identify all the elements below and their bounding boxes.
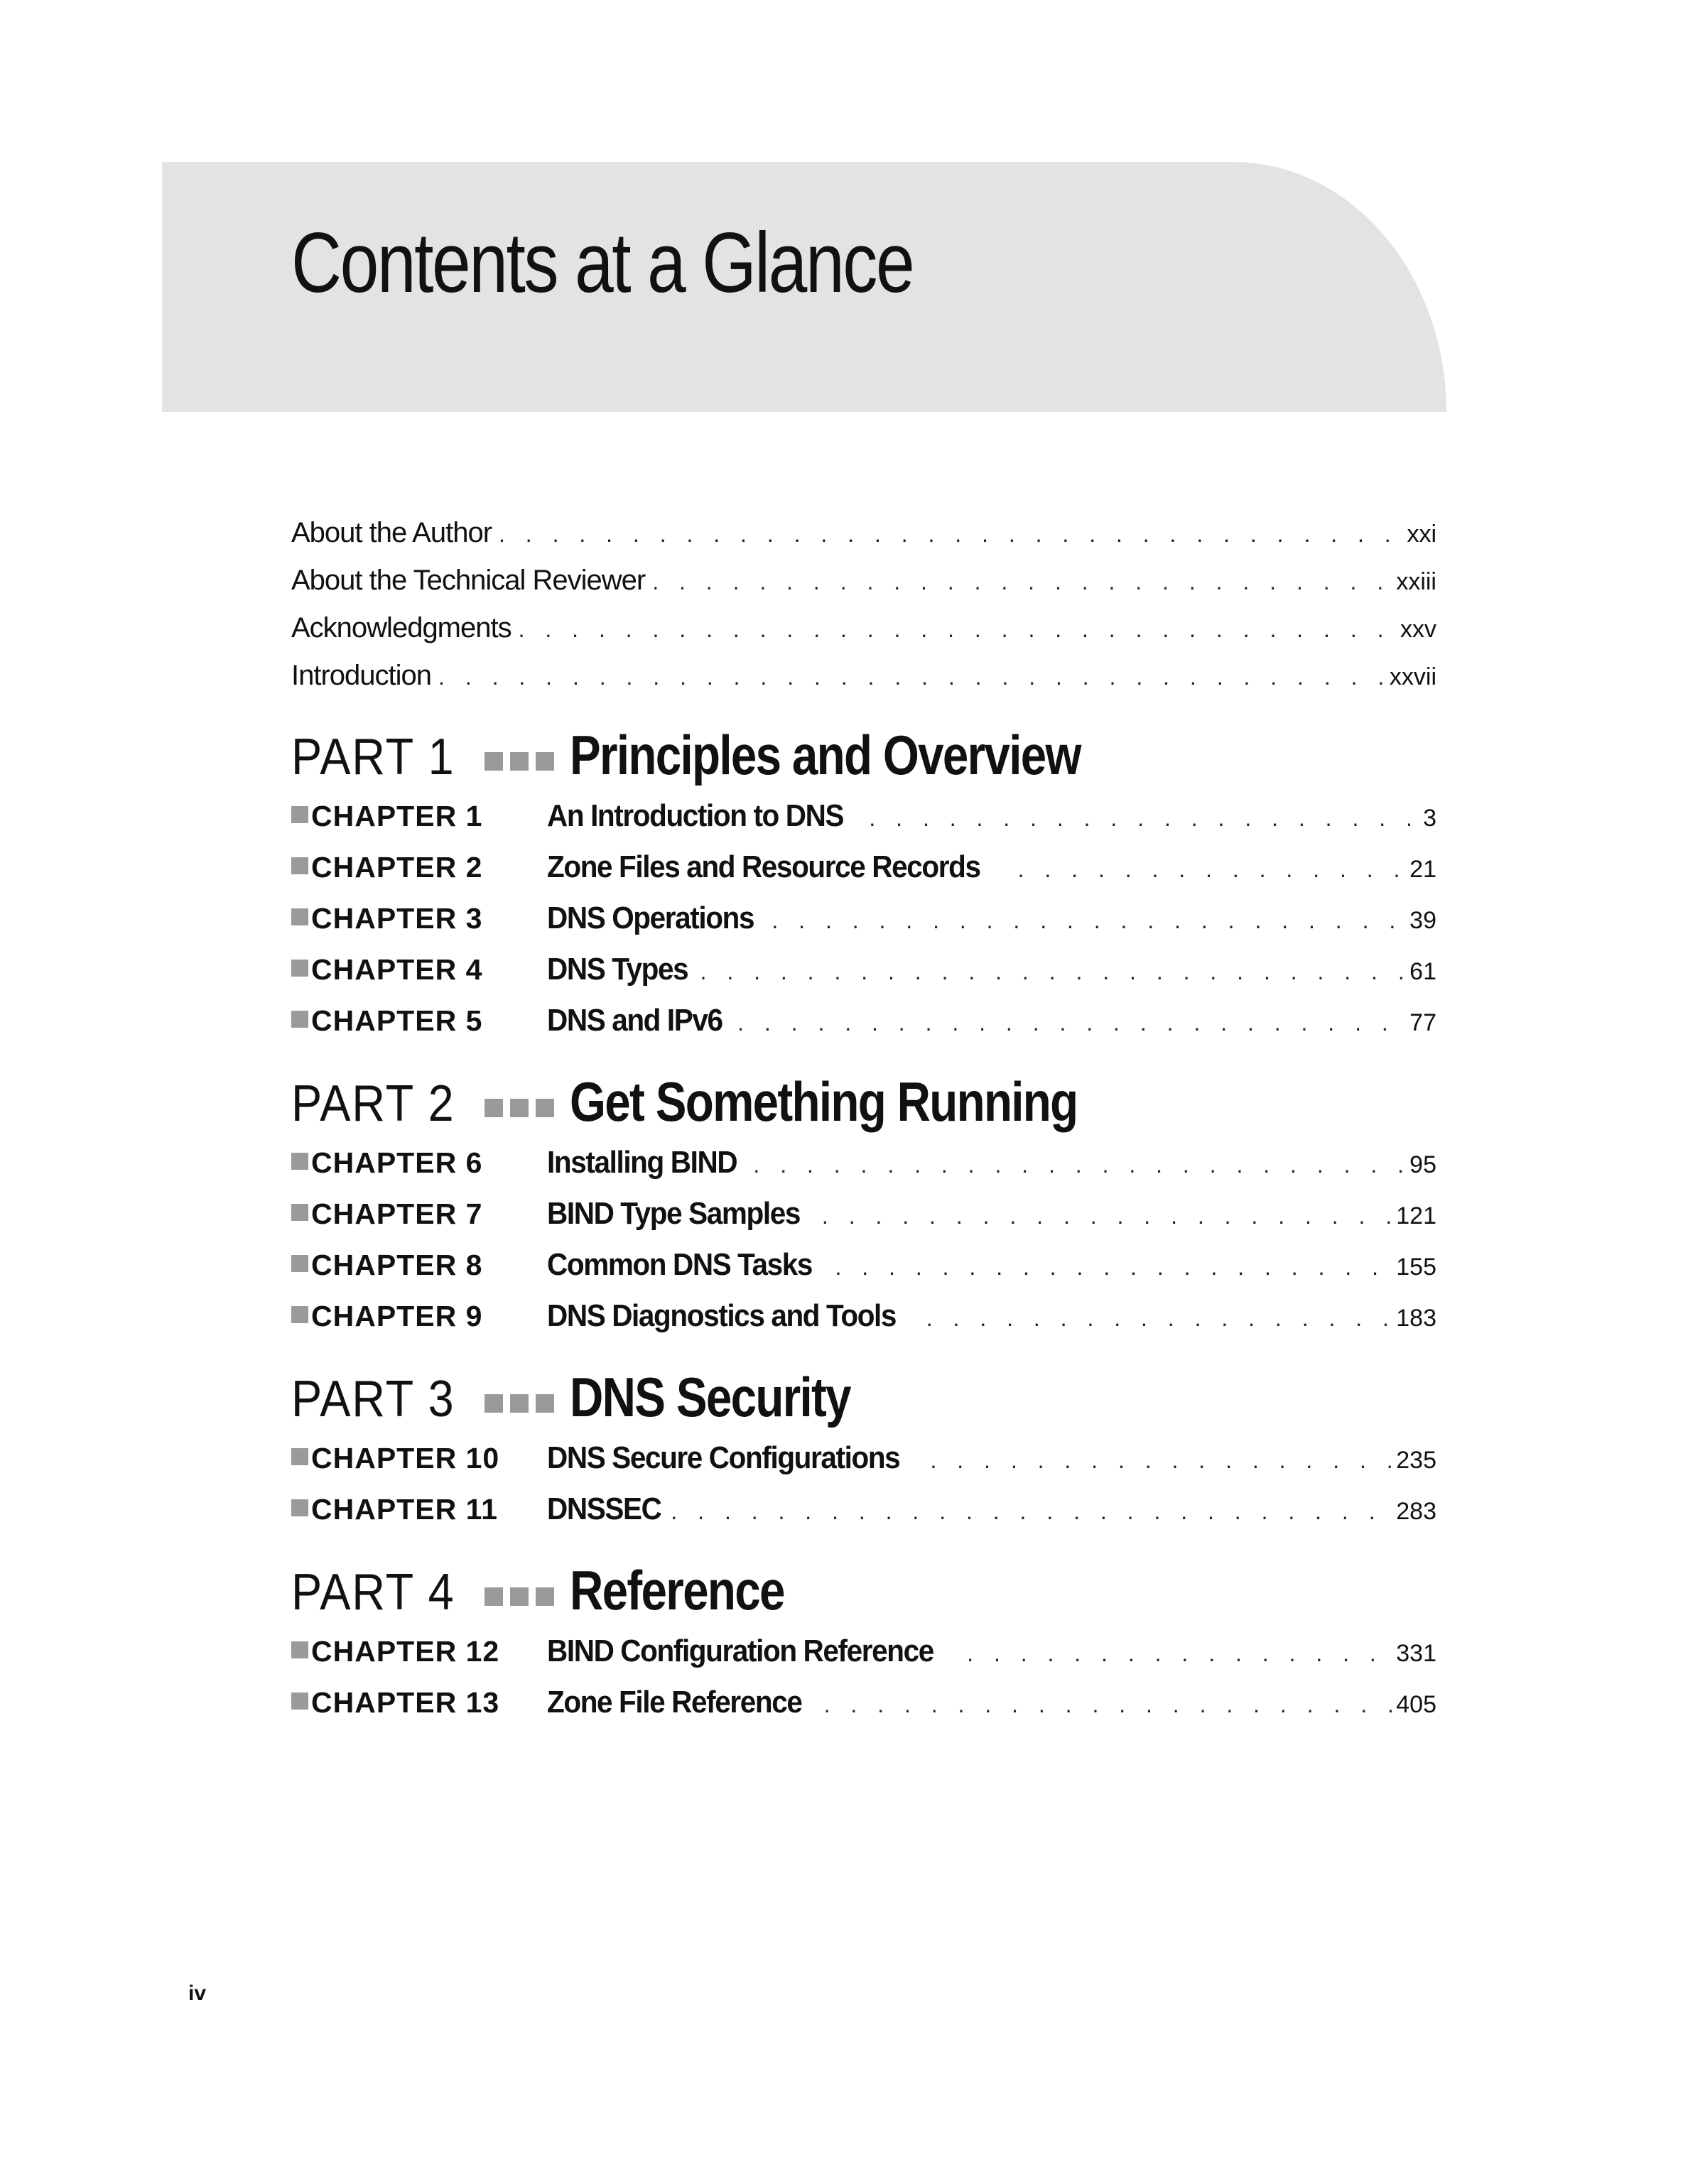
chapter-marker-square <box>291 1204 308 1221</box>
dot-leader <box>824 1692 1392 1718</box>
dot-leader <box>753 1152 1405 1178</box>
chapter-page: 61 <box>1409 958 1436 985</box>
chapter-title: BIND Type Samples <box>547 1196 800 1231</box>
toc-entry-page: xxv <box>1400 616 1436 643</box>
part-title: Principles and Overview <box>570 724 1081 786</box>
chapter-title: DNSSEC <box>547 1492 661 1526</box>
chapter-entry-13[interactable] <box>291 1685 1436 1736</box>
chapter-entry-10[interactable] <box>291 1440 1436 1492</box>
chapter-page: 39 <box>1409 907 1436 934</box>
chapter-page: 405 <box>1396 1691 1436 1718</box>
chapter-marker-square <box>291 960 308 977</box>
part-label: PART 1 <box>291 729 455 786</box>
part-label: PART 4 <box>291 1564 455 1621</box>
toc-entry-about-reviewer[interactable] <box>291 565 1436 612</box>
chapter-title: Installing BIND <box>547 1145 737 1180</box>
dot-leader <box>737 1010 1405 1036</box>
chapter-title: DNS Operations <box>547 901 754 935</box>
toc-entry-about-author[interactable] <box>291 517 1436 565</box>
chapter-title: Common DNS Tasks <box>547 1247 813 1282</box>
dot-leader <box>438 664 1385 690</box>
toc-entry-page: xxiii <box>1396 568 1436 595</box>
chapter-page: 21 <box>1409 856 1436 883</box>
toc-entry-page: xxvii <box>1389 663 1436 690</box>
part-title: DNS Security <box>570 1366 850 1428</box>
chapter-entry-2[interactable] <box>291 849 1436 901</box>
chapter-entry-3[interactable] <box>291 901 1436 952</box>
part-heading-3 <box>291 1365 1436 1436</box>
chapter-page: 235 <box>1396 1447 1436 1474</box>
chapter-label: CHAPTER 8 <box>311 1249 483 1281</box>
dot-leader <box>926 1305 1392 1332</box>
part-separator-squares <box>485 1587 554 1606</box>
chapter-marker-square <box>291 857 308 874</box>
chapter-marker-square <box>291 1693 308 1710</box>
chapter-page: 155 <box>1396 1254 1436 1281</box>
part-title: Reference <box>570 1559 784 1621</box>
chapter-marker-square <box>291 1448 308 1465</box>
chapter-label: CHAPTER 1 <box>311 800 483 832</box>
chapter-title: An Introduction to DNS <box>547 798 844 833</box>
page-title: Contents at a Glance <box>291 215 914 310</box>
part-label: PART 2 <box>291 1075 455 1132</box>
chapter-marker-square <box>291 1011 308 1028</box>
chapter-label: CHAPTER 5 <box>311 1004 483 1037</box>
chapter-page: 3 <box>1423 805 1436 832</box>
chapter-marker-square <box>291 1499 308 1516</box>
chapter-label: CHAPTER 13 <box>311 1686 500 1719</box>
chapter-entry-6[interactable] <box>291 1145 1436 1196</box>
chapter-title: Zone Files and Resource Records <box>547 849 980 884</box>
page-folio: iv <box>188 1982 207 2005</box>
part-separator-squares <box>485 1394 554 1413</box>
chapter-title: Zone File Reference <box>547 1685 802 1720</box>
chapter-label: CHAPTER 6 <box>311 1146 483 1179</box>
chapter-marker-square <box>291 806 308 823</box>
chapter-marker-square <box>291 908 308 925</box>
chapter-title: BIND Configuration Reference <box>547 1634 933 1668</box>
chapter-entry-11[interactable] <box>291 1492 1436 1543</box>
chapter-entry-8[interactable] <box>291 1247 1436 1298</box>
dot-leader <box>1018 857 1406 883</box>
chapter-label: CHAPTER 7 <box>311 1197 483 1230</box>
dot-leader <box>499 521 1402 548</box>
dot-leader <box>772 908 1405 934</box>
chapter-entry-12[interactable] <box>291 1634 1436 1685</box>
chapter-label: CHAPTER 11 <box>311 1493 498 1526</box>
dot-leader <box>700 959 1406 985</box>
chapter-title: DNS Secure Configurations <box>547 1440 900 1475</box>
chapter-title: DNS Types <box>547 952 688 987</box>
part-label: PART 3 <box>291 1371 455 1428</box>
part-separator-squares <box>485 752 554 771</box>
chapter-label: CHAPTER 9 <box>311 1300 483 1332</box>
chapter-marker-square <box>291 1641 308 1658</box>
chapter-page: 183 <box>1396 1305 1436 1332</box>
chapter-entry-1[interactable] <box>291 798 1436 849</box>
chapter-page: 121 <box>1396 1202 1436 1229</box>
chapter-page: 77 <box>1409 1009 1436 1036</box>
toc-entry-title: Acknowledgments <box>291 612 512 643</box>
toc-entry-introduction[interactable] <box>291 660 1436 707</box>
chapter-entry-4[interactable] <box>291 952 1436 1003</box>
chapter-title: DNS and IPv6 <box>547 1003 722 1038</box>
toc-entry-title: About the Technical Reviewer <box>291 565 646 596</box>
dot-leader <box>519 616 1396 643</box>
chapter-label: CHAPTER 10 <box>311 1442 500 1474</box>
part-heading-2 <box>291 1070 1436 1141</box>
toc-entry-title: Introduction <box>291 660 432 691</box>
dot-leader <box>671 1499 1392 1525</box>
chapter-entry-9[interactable] <box>291 1298 1436 1349</box>
part-separator-squares <box>485 1099 554 1117</box>
chapter-marker-square <box>291 1255 308 1272</box>
chapter-page: 331 <box>1396 1640 1436 1667</box>
part-title: Get Something Running <box>570 1070 1078 1133</box>
toc-entry-acknowledgments[interactable] <box>291 612 1436 660</box>
chapter-page: 283 <box>1396 1498 1436 1525</box>
dot-leader <box>869 805 1419 832</box>
table-of-contents <box>291 517 1436 1736</box>
dot-leader <box>835 1254 1392 1281</box>
toc-entry-page: xxi <box>1407 521 1436 548</box>
chapter-label: CHAPTER 4 <box>311 953 483 986</box>
dot-leader <box>652 569 1392 595</box>
dot-leader <box>930 1447 1392 1474</box>
toc-entry-title: About the Author <box>291 517 492 548</box>
chapter-entry-7[interactable] <box>291 1196 1436 1247</box>
dot-leader <box>822 1203 1392 1229</box>
part-heading-4 <box>291 1558 1436 1629</box>
chapter-entry-5[interactable] <box>291 1003 1436 1054</box>
chapter-title: DNS Diagnostics and Tools <box>547 1298 897 1333</box>
chapter-label: CHAPTER 12 <box>311 1635 500 1668</box>
part-heading-1 <box>291 723 1436 794</box>
chapter-marker-square <box>291 1153 308 1170</box>
chapter-label: CHAPTER 3 <box>311 902 483 935</box>
dot-leader <box>967 1641 1392 1667</box>
chapter-marker-square <box>291 1306 308 1323</box>
chapter-label: CHAPTER 2 <box>311 851 483 884</box>
chapter-page: 95 <box>1409 1151 1436 1178</box>
